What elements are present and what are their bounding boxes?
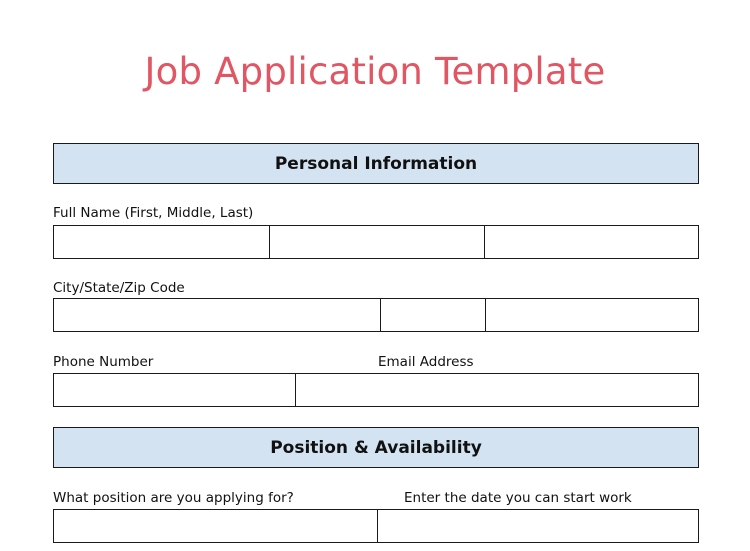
state-field[interactable] xyxy=(380,299,485,331)
last-name-field[interactable] xyxy=(484,226,698,258)
position-applying-label: What position are you applying for? xyxy=(53,490,294,506)
position-start-date-row xyxy=(53,509,699,543)
phone-email-row xyxy=(53,373,699,407)
email-address-label: Email Address xyxy=(378,354,474,370)
full-name-row xyxy=(53,225,699,259)
full-name-label: Full Name (First, Middle, Last) xyxy=(53,205,254,221)
first-name-field[interactable] xyxy=(54,226,269,258)
position-field[interactable] xyxy=(54,510,377,542)
page-title: Job Application Template xyxy=(144,50,606,93)
zip-code-field[interactable] xyxy=(485,299,698,331)
section-header-personal-information: Personal Information xyxy=(53,143,699,184)
start-date-label: Enter the date you can start work xyxy=(404,490,632,506)
phone-number-field[interactable] xyxy=(54,374,295,406)
start-date-field[interactable] xyxy=(377,510,698,542)
city-state-zip-row xyxy=(53,298,699,332)
email-address-field[interactable] xyxy=(295,374,698,406)
phone-number-label: Phone Number xyxy=(53,354,154,370)
city-state-zip-label: City/State/Zip Code xyxy=(53,280,185,296)
section-header-position-availability: Position & Availability xyxy=(53,427,699,468)
middle-name-field[interactable] xyxy=(269,226,484,258)
city-field[interactable] xyxy=(54,299,380,331)
